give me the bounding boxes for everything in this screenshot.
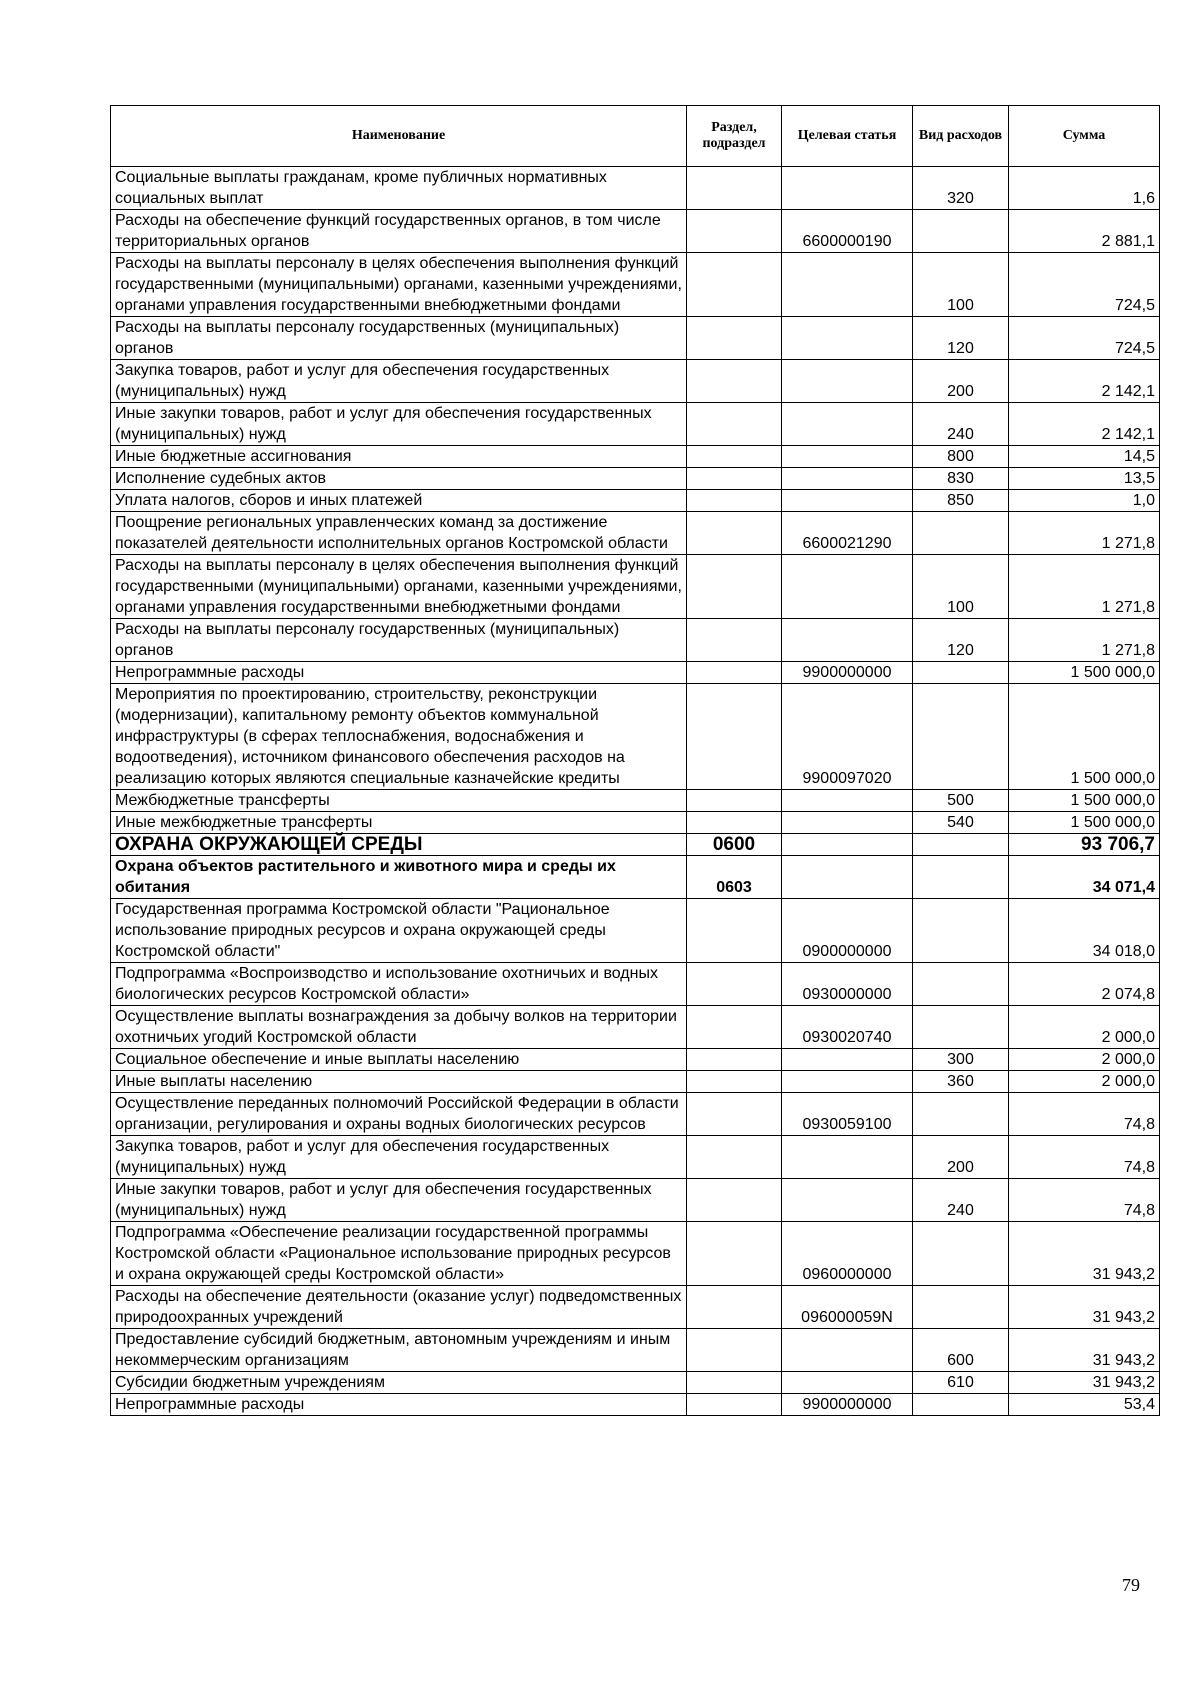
cell-section xyxy=(687,317,782,360)
cell-type xyxy=(913,899,1009,963)
cell-sum: 74,8 xyxy=(1009,1093,1160,1136)
cell-section xyxy=(687,1049,782,1071)
cell-type xyxy=(913,1394,1009,1416)
table-row xyxy=(111,1006,1160,1049)
cell-target xyxy=(782,468,913,490)
cell-sum: 13,5 xyxy=(1009,468,1160,490)
cell-target xyxy=(782,790,913,812)
cell-name: Охрана объектов растительного и животного мира и среды их обитания xyxy=(111,856,687,899)
cell-section xyxy=(687,403,782,446)
cell-sum: 1 500 000,0 xyxy=(1009,812,1160,834)
cell-sum: 724,5 xyxy=(1009,317,1160,360)
cell-name: Расходы на выплаты персоналу в целях обеспечения выполнения функций государственными (муниципальными) органами, казенными учреждениями, органами управления государственными внебюджетными фондами xyxy=(111,555,687,619)
cell-section xyxy=(687,1372,782,1394)
cell-target xyxy=(782,619,913,662)
table-row xyxy=(111,317,1160,360)
cell-section xyxy=(687,812,782,834)
cell-sum: 2 881,1 xyxy=(1009,210,1160,253)
cell-target: 0900000000 xyxy=(782,899,913,963)
cell-sum: 1 500 000,0 xyxy=(1009,684,1160,790)
table-row xyxy=(111,1179,1160,1222)
cell-target xyxy=(782,1136,913,1179)
cell-section xyxy=(687,790,782,812)
cell-sum: 93 706,7 xyxy=(1009,834,1160,856)
cell-target xyxy=(782,555,913,619)
cell-name: Иные выплаты населению xyxy=(111,1071,687,1093)
table-row xyxy=(111,253,1160,317)
cell-section xyxy=(687,1179,782,1222)
cell-section xyxy=(687,1394,782,1416)
cell-type xyxy=(913,834,1009,856)
table-row xyxy=(111,1222,1160,1286)
cell-target xyxy=(782,360,913,403)
header-row xyxy=(111,106,1160,167)
cell-target: 9900097020 xyxy=(782,684,913,790)
cell-section xyxy=(687,555,782,619)
cell-name: Осуществление выплаты вознаграждения за добычу волков на территории охотничьих угодий Костромской области xyxy=(111,1006,687,1049)
cell-section xyxy=(687,253,782,317)
cell-sum: 31 943,2 xyxy=(1009,1372,1160,1394)
cell-type xyxy=(913,512,1009,555)
cell-section xyxy=(687,468,782,490)
cell-name: Социальные выплаты гражданам, кроме публичных нормативных социальных выплат xyxy=(111,167,687,210)
cell-name: Непрограммные расходы xyxy=(111,1394,687,1416)
cell-name: Мероприятия по проектированию, строительству, реконструкции (модернизации), капитальному ремонту объектов коммунальной инфраструктуры (в сферах теплоснабжения, водоснабжения и водоотведения), источником финансового обеспечения расходов на реализацию которых являются специальные казначейские кредиты xyxy=(111,684,687,790)
table-row xyxy=(111,963,1160,1006)
cell-type: 830 xyxy=(913,468,1009,490)
cell-type: 120 xyxy=(913,619,1009,662)
cell-name: Осуществление переданных полномочий Российской Федерации в области организации, регулирования и охраны водных биологических ресурсов xyxy=(111,1093,687,1136)
cell-section xyxy=(687,446,782,468)
cell-type: 100 xyxy=(913,555,1009,619)
table-row xyxy=(111,167,1160,210)
cell-type: 200 xyxy=(913,360,1009,403)
cell-sum: 14,5 xyxy=(1009,446,1160,468)
cell-sum: 31 943,2 xyxy=(1009,1286,1160,1329)
cell-sum: 31 943,2 xyxy=(1009,1222,1160,1286)
cell-target xyxy=(782,446,913,468)
cell-name: Закупка товаров, работ и услуг для обеспечения государственных (муниципальных) нужд xyxy=(111,1136,687,1179)
cell-section xyxy=(687,490,782,512)
cell-name: Иные закупки товаров, работ и услуг для обеспечения государственных (муниципальных) нужд xyxy=(111,403,687,446)
cell-type xyxy=(913,1222,1009,1286)
cell-name: Государственная программа Костромской области "Рациональное использование природных ресурсов и охрана окружающей среды Костромской области" xyxy=(111,899,687,963)
cell-section xyxy=(687,619,782,662)
table-row xyxy=(111,812,1160,834)
table-row xyxy=(111,360,1160,403)
cell-name: Расходы на обеспечение функций государственных органов, в том числе территориальных органов xyxy=(111,210,687,253)
cell-target: 096000059N xyxy=(782,1286,913,1329)
cell-type: 120 xyxy=(913,317,1009,360)
cell-name: Расходы на выплаты персоналу в целях обеспечения выполнения функций государственными (муниципальными) органами, казенными учреждениями, органами управления государственными внебюджетными фондами xyxy=(111,253,687,317)
table-row xyxy=(111,1394,1160,1416)
cell-target xyxy=(782,317,913,360)
cell-sum: 2 142,1 xyxy=(1009,403,1160,446)
table-row xyxy=(111,1071,1160,1093)
table-row xyxy=(111,468,1160,490)
cell-type: 360 xyxy=(913,1071,1009,1093)
cell-type: 610 xyxy=(913,1372,1009,1394)
cell-type xyxy=(913,210,1009,253)
cell-name: Социальное обеспечение и иные выплаты населению xyxy=(111,1049,687,1071)
cell-name: Субсидии бюджетным учреждениям xyxy=(111,1372,687,1394)
cell-type xyxy=(913,963,1009,1006)
table-row xyxy=(111,684,1160,790)
cell-section xyxy=(687,1093,782,1136)
cell-name: Расходы на выплаты персоналу государственных (муниципальных) органов xyxy=(111,619,687,662)
table-row xyxy=(111,1093,1160,1136)
cell-name: Межбюджетные трансферты xyxy=(111,790,687,812)
cell-type: 200 xyxy=(913,1136,1009,1179)
cell-section xyxy=(687,963,782,1006)
cell-section xyxy=(687,210,782,253)
cell-sum: 74,8 xyxy=(1009,1179,1160,1222)
cell-section: 0603 xyxy=(687,856,782,899)
table-row xyxy=(111,790,1160,812)
cell-sum: 1 271,8 xyxy=(1009,619,1160,662)
cell-sum: 1 271,8 xyxy=(1009,512,1160,555)
cell-name: Уплата налогов, сборов и иных платежей xyxy=(111,490,687,512)
cell-name: Исполнение судебных актов xyxy=(111,468,687,490)
cell-target xyxy=(782,812,913,834)
cell-type: 600 xyxy=(913,1329,1009,1372)
table-row xyxy=(111,856,1160,899)
cell-section xyxy=(687,1006,782,1049)
cell-target: 0930000000 xyxy=(782,963,913,1006)
cell-section xyxy=(687,1329,782,1372)
table-row xyxy=(111,834,1160,856)
cell-type: 240 xyxy=(913,403,1009,446)
cell-target: 0960000000 xyxy=(782,1222,913,1286)
cell-target xyxy=(782,856,913,899)
cell-target: 6600021290 xyxy=(782,512,913,555)
cell-section: 0600 xyxy=(687,834,782,856)
cell-type xyxy=(913,1093,1009,1136)
cell-type xyxy=(913,1006,1009,1049)
table-row xyxy=(111,662,1160,684)
cell-name: Закупка товаров, работ и услуг для обеспечения государственных (муниципальных) нужд xyxy=(111,360,687,403)
cell-type: 240 xyxy=(913,1179,1009,1222)
budget-table xyxy=(110,105,1160,1416)
cell-target xyxy=(782,1372,913,1394)
cell-sum: 1,0 xyxy=(1009,490,1160,512)
cell-name: Иные межбюджетные трансферты xyxy=(111,812,687,834)
header-target: Целевая статья xyxy=(782,106,913,167)
cell-name: Непрограммные расходы xyxy=(111,662,687,684)
cell-section xyxy=(687,167,782,210)
cell-name: Подпрограмма «Воспроизводство и использование охотничьих и водных биологических ресурсов Костромской области» xyxy=(111,963,687,1006)
cell-type xyxy=(913,1286,1009,1329)
cell-type: 320 xyxy=(913,167,1009,210)
cell-section xyxy=(687,1071,782,1093)
page-number: 79 xyxy=(1122,1575,1140,1595)
cell-target xyxy=(782,1329,913,1372)
cell-section xyxy=(687,512,782,555)
cell-sum: 2 074,8 xyxy=(1009,963,1160,1006)
cell-sum: 2 000,0 xyxy=(1009,1071,1160,1093)
cell-target: 0930020740 xyxy=(782,1006,913,1049)
table-row xyxy=(111,490,1160,512)
cell-sum: 2 142,1 xyxy=(1009,360,1160,403)
cell-section xyxy=(687,684,782,790)
cell-target xyxy=(782,1071,913,1093)
cell-sum: 1 271,8 xyxy=(1009,555,1160,619)
cell-target xyxy=(782,167,913,210)
cell-type: 850 xyxy=(913,490,1009,512)
cell-sum: 1 500 000,0 xyxy=(1009,790,1160,812)
cell-target xyxy=(782,490,913,512)
cell-sum: 1 500 000,0 xyxy=(1009,662,1160,684)
cell-section xyxy=(687,1286,782,1329)
cell-target xyxy=(782,834,913,856)
table-row xyxy=(111,446,1160,468)
cell-sum: 2 000,0 xyxy=(1009,1006,1160,1049)
cell-name: Подпрограмма «Обеспечение реализации государственной программы Костромской области «Рациональное использование природных ресурсов и охрана окружающей среды Костромской области» xyxy=(111,1222,687,1286)
cell-type xyxy=(913,684,1009,790)
cell-sum: 2 000,0 xyxy=(1009,1049,1160,1071)
cell-name: Расходы на выплаты персоналу государственных (муниципальных) органов xyxy=(111,317,687,360)
cell-section xyxy=(687,899,782,963)
cell-target xyxy=(782,1049,913,1071)
table-row xyxy=(111,1286,1160,1329)
cell-type: 100 xyxy=(913,253,1009,317)
cell-type: 540 xyxy=(913,812,1009,834)
cell-sum: 724,5 xyxy=(1009,253,1160,317)
cell-target xyxy=(782,253,913,317)
header-type: Вид расходов xyxy=(913,106,1009,167)
cell-sum: 31 943,2 xyxy=(1009,1329,1160,1372)
table-row xyxy=(111,1372,1160,1394)
cell-type: 500 xyxy=(913,790,1009,812)
cell-name: ОХРАНА ОКРУЖАЮЩЕЙ СРЕДЫ xyxy=(111,834,687,856)
table-row xyxy=(111,1136,1160,1179)
cell-type: 300 xyxy=(913,1049,1009,1071)
header-sum: Сумма xyxy=(1009,106,1160,167)
cell-section xyxy=(687,1222,782,1286)
cell-target: 9900000000 xyxy=(782,662,913,684)
cell-type xyxy=(913,856,1009,899)
cell-sum: 34 018,0 xyxy=(1009,899,1160,963)
header-name: Наименование xyxy=(111,106,687,167)
cell-name: Поощрение региональных управленческих команд за достижение показателей деятельности исполнительных органов Костромской области xyxy=(111,512,687,555)
cell-name: Предоставление субсидий бюджетным, автономным учреждениям и иным некоммерческим организациям xyxy=(111,1329,687,1372)
cell-sum: 34 071,4 xyxy=(1009,856,1160,899)
table-row xyxy=(111,899,1160,963)
cell-type xyxy=(913,662,1009,684)
header-section: Раздел, подраздел xyxy=(687,106,782,167)
cell-name: Иные бюджетные ассигнования xyxy=(111,446,687,468)
table-row xyxy=(111,555,1160,619)
cell-target: 9900000000 xyxy=(782,1394,913,1416)
table-row xyxy=(111,210,1160,253)
cell-name: Иные закупки товаров, работ и услуг для обеспечения государственных (муниципальных) нужд xyxy=(111,1179,687,1222)
cell-sum: 53,4 xyxy=(1009,1394,1160,1416)
table-body xyxy=(111,167,1160,1416)
cell-section xyxy=(687,1136,782,1179)
table-row xyxy=(111,619,1160,662)
table-row xyxy=(111,1329,1160,1372)
table-row xyxy=(111,403,1160,446)
cell-sum: 74,8 xyxy=(1009,1136,1160,1179)
table-row xyxy=(111,512,1160,555)
cell-sum: 1,6 xyxy=(1009,167,1160,210)
cell-target xyxy=(782,1179,913,1222)
cell-target: 0930059100 xyxy=(782,1093,913,1136)
cell-type: 800 xyxy=(913,446,1009,468)
cell-target: 6600000190 xyxy=(782,210,913,253)
cell-name: Расходы на обеспечение деятельности (оказание услуг) подведомственных природоохранных учреждений xyxy=(111,1286,687,1329)
table-row xyxy=(111,1049,1160,1071)
cell-section xyxy=(687,360,782,403)
cell-section xyxy=(687,662,782,684)
cell-target xyxy=(782,403,913,446)
